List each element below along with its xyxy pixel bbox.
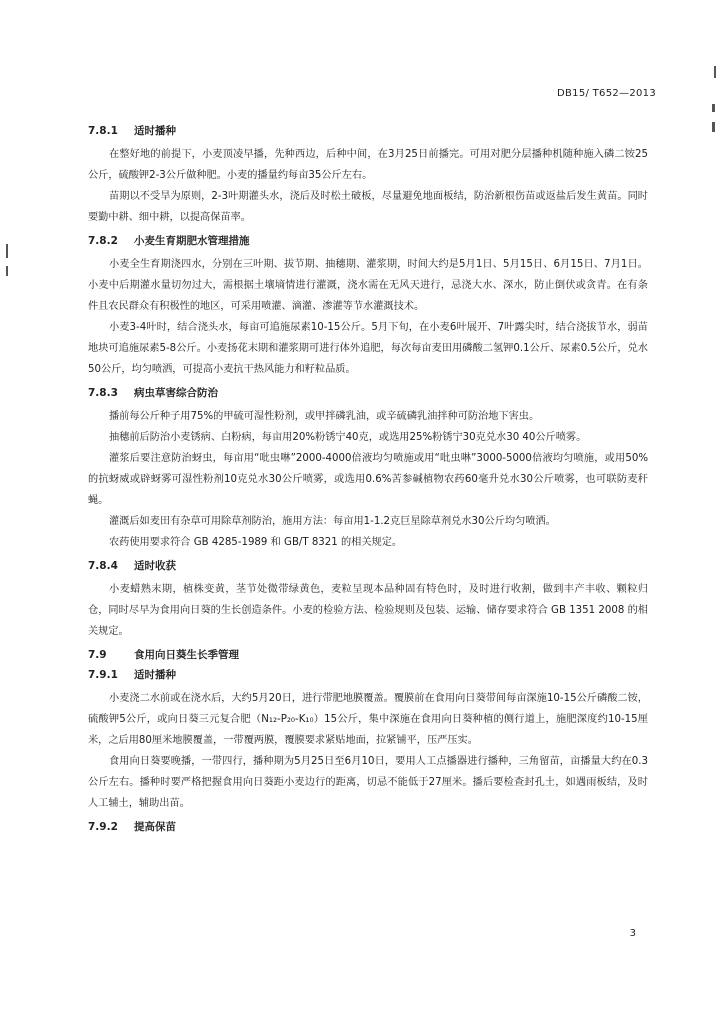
section-number: 7.8.2	[88, 235, 118, 247]
paragraph: 小麦浇二水前或在浇水后，大约5月20日，进行带肥地膜覆盖。覆膜前在食用向日葵带间每亩深施10-15公斤磷酸二铵，硫酸钾5公斤，或向日葵三元复合肥（N₁₂-P₂₀-K₁₀）15公斤，集中深施在食用向日葵种植的侧行道上，施肥深度约10-15厘米，之后用80厘米地膜覆盖，一带覆两膜，覆膜要求紧贴地面，拉紧铺平，压严压实。	[88, 693, 648, 746]
paragraph: 灌溉后如麦田有杂草可用除草剂防治，施用方法：每亩用1-1.2克巨星除草剂兑水30公斤均匀喷洒。	[109, 516, 556, 527]
paragraph: 苗期以不受旱为原则，2-3叶期灌头水，浇后及时松土破板，尽量避免地面板结，防治新根伤苗或返盐后发生黄苗。同时要勤中耕、细中耕，以提高保苗率。	[88, 191, 648, 223]
paragraph: 食用向日葵要晚播，一带四行，播种期为5月25日至6月10日，要用人工点播器进行播种，三角留苗，亩播量大约在0.3公斤左右。播种时要严格把握食用向日葵距小麦边行的距离，切忌不能低于27厘米。播后要检查封孔土，如遇雨板结，及时人工辅土，辅助出苗。	[88, 756, 648, 809]
document-code: DB15/ T652—2013	[557, 88, 656, 99]
section-heading	[88, 648, 648, 662]
section-number: 7.8.3	[88, 387, 118, 399]
section-number: 7.9.2	[88, 821, 118, 833]
section-heading	[88, 559, 648, 573]
section-heading	[88, 820, 648, 834]
paragraph: 农药使用要求符合 GB 4285-1989 和 GB/T 8321 的相关规定。	[109, 537, 403, 548]
section-title: 病虫草害综合防治	[134, 387, 218, 399]
section-7-8-1	[88, 124, 648, 228]
section-7-8-4	[88, 559, 648, 642]
section-title: 食用向日葵生长季管理	[134, 649, 239, 661]
scan-mark-left	[6, 244, 8, 258]
section-number: 7.8.4	[88, 560, 118, 572]
section-title: 适时播种	[134, 669, 176, 681]
paragraph: 小麦全生育期浇四水，分别在三叶期、拔节期、抽穗期、灌浆期，时间大约是5月1日、5月15日、6月15日、7月1日。小麦中后期灌水量切勿过大，需根据土壤墒情进行灌溉，浇水需在无风天进行，忌浇大水、深水，防止倒伏或贪青。在有条件且农民群众有积极性的地区，可采用喷灌、滴灌、渗灌等节水灌溉技术。	[88, 259, 648, 312]
section-heading	[88, 386, 648, 400]
section-number: 7.9.1	[88, 669, 118, 681]
document-body	[88, 118, 648, 840]
section-heading	[88, 668, 648, 682]
section-heading	[88, 234, 648, 248]
section-7-9	[88, 648, 648, 662]
scan-mark-right	[712, 104, 715, 112]
paragraph: 灌浆后要注意防治蚜虫，每亩用“吡虫啉”2000-4000倍液均匀喷施或用“吡虫啉”3000-5000倍液均匀喷施，或用50%的抗蚜威或辟蚜雾可湿性粉剂10克兑水30公斤喷雾，或选用0.6%苦参碱植物农药60毫升兑水30公斤喷雾，也可联防麦秆蝇。	[88, 453, 648, 506]
section-title: 小麦生育期肥水管理措施	[134, 235, 250, 247]
scan-mark-right	[712, 122, 715, 132]
section-title: 提高保苗	[134, 821, 176, 833]
section-7-8-2	[88, 234, 648, 380]
paragraph: 小麦3-4叶时，结合浇头水，每亩可追施尿素10-15公斤。5月下旬，在小麦6叶展开、7叶露尖时，结合浇拔节水，弱苗地块可追施尿素5-8公斤。小麦扬花末期和灌浆期可进行体外追肥，每次每亩麦田用磷酸二氢钾0.1公斤、尿素0.5公斤，兑水50公斤，均匀喷洒，可提高小麦抗干热风能力和籽粒品质。	[88, 322, 648, 375]
paragraph: 小麦蜡熟末期，植株变黄，茎节处微带绿黄色，麦粒呈现本品种固有特色时，及时进行收割，做到丰产丰收、颗粒归仓，同时尽早为食用向日葵的生长创造条件。小麦的检验方法、检验规则及包装、运输、储存要求符合 GB 1351 2008 的相关规定。	[88, 584, 648, 637]
section-number: 7.9	[88, 649, 107, 661]
scan-mark-right	[714, 66, 716, 78]
paragraph: 播前每公斤种子用75%的甲硫可湿性粉剂，或甲拌磷乳油，或辛硫磷乳油拌种可防治地下害虫。	[109, 411, 540, 422]
section-7-8-3	[88, 386, 648, 553]
scan-mark-left	[6, 266, 8, 276]
page-number: 3	[629, 928, 636, 939]
section-title: 适时收获	[134, 560, 176, 572]
section-7-9-2	[88, 820, 648, 834]
paragraph: 抽穗前后防治小麦锈病、白粉病，每亩用20%粉锈宁40克，或选用25%粉锈宁30克兑水30 40公斤喷雾。	[109, 432, 587, 443]
paragraph: 在整好地的前提下，小麦顶凌早播，先种西边，后种中间，在3月25日前播完。可用对肥分层播种机随种施入磷二铵25 公斤，硫酸钾2-3公斤做种肥。小麦的播量约每亩35公斤左右。	[88, 149, 648, 181]
section-number: 7.8.1	[88, 125, 118, 137]
section-7-9-1	[88, 668, 648, 814]
section-heading	[88, 124, 648, 138]
section-title: 适时播种	[134, 125, 176, 137]
